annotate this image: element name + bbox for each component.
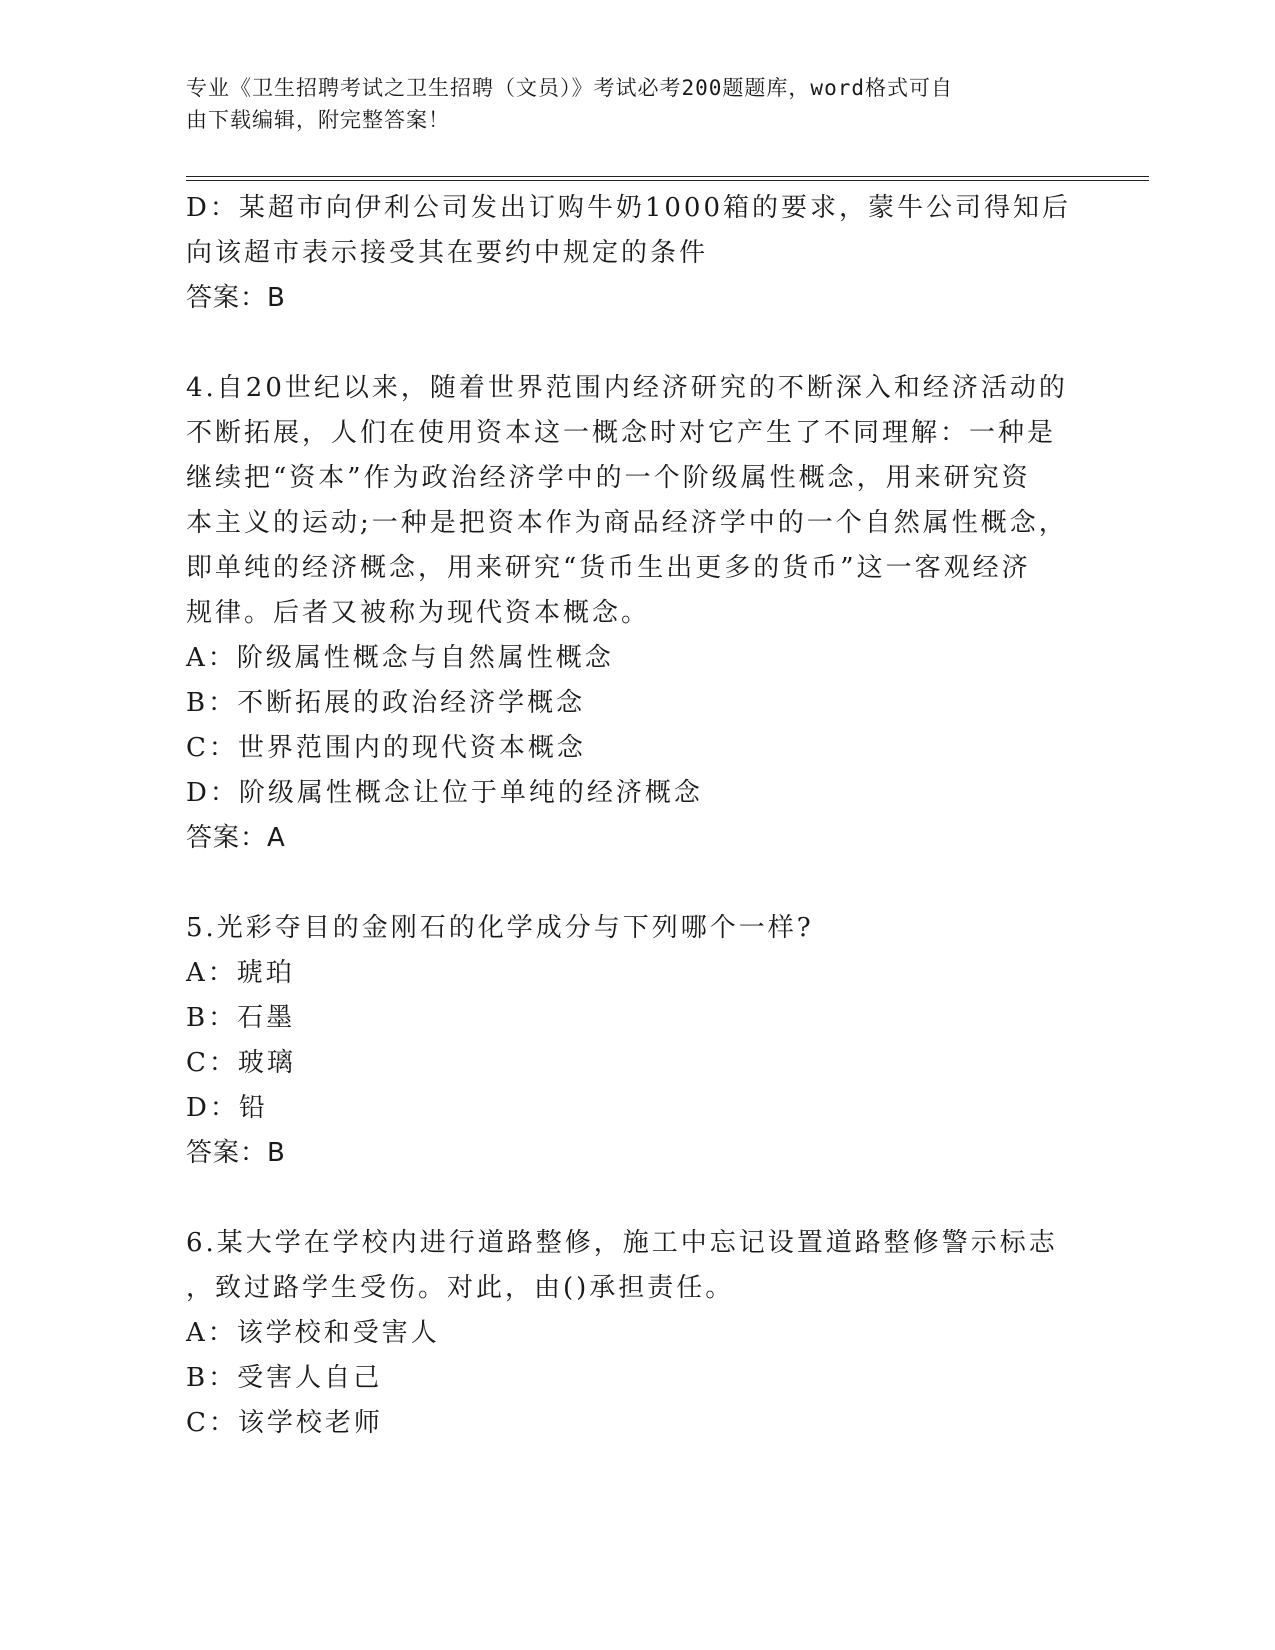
question-5 — [186, 906, 1086, 1176]
q4-option-a: A：阶级属性概念与自然属性概念 — [186, 643, 614, 673]
q6-option-b: B：受害人自己 — [186, 1363, 383, 1393]
q4-stem-line: 规律。后者又被称为现代资本概念。 — [186, 598, 651, 628]
q4-stem-line: 即单纯的经济概念，用来研究“货币生出更多的货币”这一客观经济 — [186, 553, 1031, 583]
q4-option-b: B：不断拓展的政治经济学概念 — [186, 688, 586, 718]
question-6 — [186, 1221, 1086, 1446]
q6-option-a: A：该学校和受害人 — [186, 1318, 440, 1348]
q5-option-b: B：石墨 — [186, 1003, 296, 1033]
question-4 — [186, 366, 1086, 861]
q4-option-d: D：阶级属性概念让位于单纯的经济概念 — [186, 778, 703, 808]
q5-option-a: A：琥珀 — [186, 958, 295, 988]
q5-stem: 5.光彩夺目的金刚石的化学成分与下列哪个一样? — [186, 913, 814, 943]
q3-option-d-line-2: 向该超市表示接受其在要约中规定的条件 — [186, 238, 709, 268]
q4-stem-line: 本主义的运动;一种是把资本作为商品经济学中的一个自然属性概念， — [186, 508, 1068, 538]
q5-option-c: C：玻璃 — [186, 1048, 296, 1078]
spacer — [186, 321, 1086, 366]
header-text-line-1: 专业《卫生招聘考试之卫生招聘（文员）》考试必考200题题库，word格式可自 — [186, 76, 953, 100]
q4-stem-line: 4.自20世纪以来，随着世界范围内经济研究的不断深入和经济活动的 — [186, 373, 1068, 403]
spacer — [186, 1176, 1086, 1221]
q4-answer: 答案：A — [186, 823, 286, 853]
q4-stem-line: 继续把“资本”作为政治经济学中的一个阶级属性概念，用来研究资 — [186, 463, 1031, 493]
q5-option-d: D：铅 — [186, 1093, 268, 1123]
header-text-line-2: 由下载编辑，附完整答案！ — [186, 108, 450, 132]
q3-option-d-line-1: D：某超市向伊利公司发出订购牛奶1000箱的要求，蒙牛公司得知后 — [186, 193, 1072, 223]
question-content — [186, 186, 1086, 1446]
q3-answer: 答案：B — [186, 283, 286, 313]
q6-stem-line: ，致过路学生受伤。对此，由()承担责任。 — [186, 1273, 735, 1303]
q5-answer: 答案：B — [186, 1138, 286, 1168]
q6-option-c: C：该学校老师 — [186, 1408, 383, 1438]
question-3-tail — [186, 186, 1086, 321]
q6-stem-line: 6.某大学在学校内进行道路整修，施工中忘记设置道路整修警示标志 — [186, 1228, 1058, 1258]
header-double-rule — [186, 176, 1149, 181]
q4-stem-line: 不断拓展，人们在使用资本这一概念时对它产生了不同理解：一种是 — [186, 418, 1057, 448]
q4-option-c: C：世界范围内的现代资本概念 — [186, 733, 586, 763]
page-header — [186, 72, 1086, 136]
spacer — [186, 861, 1086, 906]
